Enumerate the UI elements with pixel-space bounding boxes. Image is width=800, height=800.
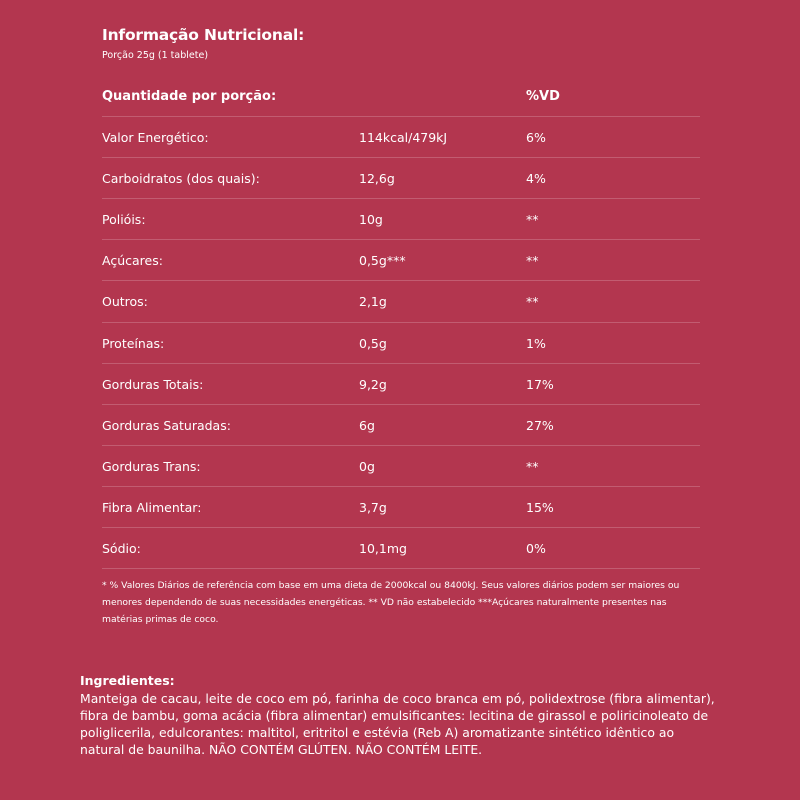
nutrient-vd: 6% — [526, 130, 546, 146]
nutrient-amount: 10,1mg — [359, 541, 407, 557]
header-nutrient: Quantidade por porção: — [102, 89, 277, 104]
nutrient-vd: 15% — [526, 499, 554, 515]
table-row — [102, 446, 700, 487]
ingredients-title: Ingredientes: — [80, 673, 175, 688]
nutrient-label: Gorduras Totais: — [102, 376, 204, 392]
nutrient-vd: ** — [526, 458, 539, 474]
nutrient-label: Açúcares: — [102, 253, 163, 269]
table-row — [102, 158, 700, 199]
nutrient-vd: 27% — [526, 417, 554, 433]
nutrient-label: Fibra Alimentar: — [102, 499, 202, 515]
nutrient-amount: 0g — [359, 458, 375, 474]
ingredients-text: Manteiga de cacau, leite de coco em pó, farinha de coco branca em pó, polidextrose (fibra alimentar), fibra de bambu, goma acácia (fibra alimentar) emulsificantes: lecitina de girassol e poliricinoleato de poliglicerila, edulcorantes: maltitol, eritritol e estévia (Reb A) aromatizante sintético idêntico ao natural de baunilha. NÃO CONTÉM GLÚTEN. NÃO CONTÉM LEITE. — [80, 691, 715, 757]
nutrition-table — [102, 76, 700, 569]
nutrient-amount: 114kcal/479kJ — [359, 130, 448, 146]
nutrient-label: Proteínas: — [102, 335, 165, 351]
nutrient-label: Gorduras Saturadas: — [102, 417, 231, 433]
nutrient-amount: 0,5g*** — [359, 253, 406, 269]
table-row — [102, 281, 700, 322]
table-row — [102, 240, 700, 281]
nutrient-label: Sódio: — [102, 541, 141, 557]
nutrient-vd: 0% — [526, 541, 546, 557]
nutrient-amount: 6g — [359, 417, 375, 433]
footnote: * % Valores Diários de referência com base em uma dieta de 2000kcal ou 8400kJ. Seus valores diários podem ser maiores ou menores dependendo de suas necessidades energéticas. ** VD não estabelecido ***Açúcares naturalmente presentes nas matérias primas de coco. — [102, 580, 680, 625]
nutrient-vd: 1% — [526, 335, 546, 351]
nutrient-amount: 10g — [359, 212, 383, 228]
nutrient-label: Polióis: — [102, 212, 146, 228]
nutrient-label: Valor Energético: — [102, 130, 209, 146]
nutrient-vd: ** — [526, 212, 539, 228]
nutrient-amount: 12,6g — [359, 171, 395, 187]
table-row — [102, 487, 700, 528]
table-row — [102, 117, 700, 158]
table-row — [102, 364, 700, 405]
portion-size: Porção 25g (1 tablete) — [102, 50, 209, 61]
nutrient-amount: 0,5g — [359, 335, 387, 351]
nutrient-label: Carboidratos (dos quais): — [102, 171, 260, 187]
header-vd: %VD — [526, 89, 560, 104]
nutrition-title: Informação Nutricional: — [102, 26, 305, 44]
table-row — [102, 405, 700, 446]
table-row — [102, 528, 700, 569]
nutrient-label: Outros: — [102, 294, 148, 310]
table-header-row — [102, 76, 700, 117]
nutrient-amount: 3,7g — [359, 499, 387, 515]
nutrient-label: Gorduras Trans: — [102, 458, 201, 474]
table-row — [102, 323, 700, 364]
nutrient-vd: 17% — [526, 376, 554, 392]
table-row — [102, 199, 700, 240]
nutrient-amount: 2,1g — [359, 294, 387, 310]
nutrient-amount: 9,2g — [359, 376, 387, 392]
nutrient-vd: ** — [526, 253, 539, 269]
nutrient-vd: ** — [526, 294, 539, 310]
nutrient-vd: 4% — [526, 171, 546, 187]
